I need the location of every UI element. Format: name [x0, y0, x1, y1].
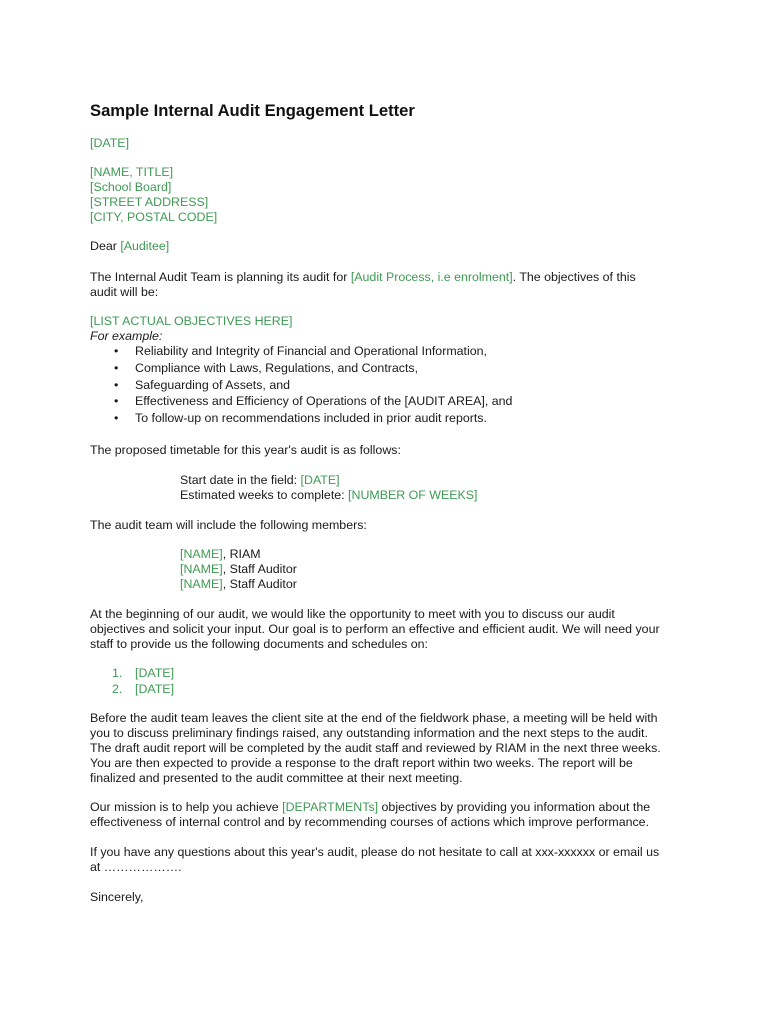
documents-line: objectives and solicit your input. Our goal is to perform an effective and efficient audit. We will need your — [90, 622, 660, 636]
closing-line: you to discuss preliminary findings raised, any outstanding information and the next steps to the audit. — [90, 726, 648, 740]
team-member: [NAME], Staff Auditor — [180, 562, 297, 576]
list-item: • Compliance with Laws, Regulations, and Contracts, — [90, 360, 512, 377]
objectives-list — [90, 343, 512, 427]
list-item: • Effectiveness and Efficiency of Operations of the [AUDIT AREA], and — [90, 393, 512, 410]
recipient-org: [School Board] — [90, 180, 172, 194]
weeks-label: Estimated weeks to complete: — [180, 488, 349, 502]
team-member: [NAME], RIAM — [180, 547, 261, 561]
closing-line: finalized and presented to the audit committee at their next meeting. — [90, 771, 463, 785]
salutation — [90, 239, 169, 254]
questions-paragraph — [90, 845, 659, 875]
salutation-name: [Auditee] — [120, 239, 170, 253]
mission-pre: Our mission is to help you achieve — [90, 800, 283, 814]
objectives-section — [90, 314, 512, 427]
timetable-details — [90, 473, 477, 503]
recipient-city: [CITY, POSTAL CODE] — [90, 210, 218, 224]
documents-line: At the beginning of our audit, we would like the opportunity to meet with you to discuss our audit — [90, 607, 615, 621]
signoff: Sincerely, — [90, 890, 144, 904]
intro-line2: audit will be: — [90, 285, 159, 299]
documents-list — [90, 665, 174, 697]
team-intro: The audit team will include the following members: — [90, 518, 367, 532]
list-item: 1. [DATE] — [112, 666, 175, 680]
example-label: For example: — [90, 329, 163, 343]
weeks-value: [NUMBER OF WEEKS] — [348, 488, 478, 502]
documents-paragraph — [90, 607, 660, 652]
list-item: • To follow-up on recommendations included in prior audit reports. — [90, 410, 512, 427]
letter-date: [DATE] — [90, 136, 130, 150]
salutation-prefix: Dear — [90, 239, 121, 253]
list-item: • Reliability and Integrity of Financial and Operational Information, — [90, 343, 512, 360]
start-label: Start date in the field: — [180, 473, 301, 487]
list-item: • Safeguarding of Assets, and — [90, 377, 512, 394]
intro-pre: The Internal Audit Team is planning its audit for — [90, 270, 351, 284]
recipient-name-title: [NAME, TITLE] — [90, 165, 174, 179]
recipient-street: [STREET ADDRESS] — [90, 195, 209, 209]
intro-process: [Audit Process, i.e enrolment] — [350, 270, 513, 284]
closing-line: You are then expected to provide a response to the draft report within two weeks. The report will be — [90, 756, 633, 770]
recipient-address — [90, 165, 217, 225]
start-value: [DATE] — [300, 473, 340, 487]
mission-paragraph — [90, 800, 650, 830]
closing-line: The draft audit report will be completed by the audit staff and reviewed by RIAM in the next three weeks. — [90, 741, 661, 755]
intro-post: . The objectives of this — [512, 270, 636, 284]
documents-line: staff to provide us the following documents and schedules on: — [90, 637, 428, 651]
team-members — [90, 547, 297, 592]
intro-paragraph — [90, 270, 636, 300]
document-title: Sample Internal Audit Engagement Letter — [90, 101, 415, 120]
questions-line2: at ………………. — [90, 860, 182, 874]
mission-dept: [DEPARTMENTs] — [282, 800, 379, 814]
closing-meeting-paragraph — [90, 711, 661, 786]
closing-line: Before the audit team leaves the client site at the end of the fieldwork phase, a meeting will be held with — [90, 711, 658, 725]
team-member: [NAME], Staff Auditor — [180, 577, 297, 591]
questions-line1: If you have any questions about this year's audit, please do not hesitate to call at xxx-xxxxxx or email us — [90, 845, 660, 859]
timetable-intro: The proposed timetable for this year's audit is as follows: — [90, 443, 401, 457]
objectives-placeholder: [LIST ACTUAL OBJECTIVES HERE] — [90, 314, 293, 328]
mission-post: objectives by providing you information about the — [378, 800, 651, 814]
mission-line2: effectiveness of internal control and by recommending courses of actions which improve performance. — [90, 815, 650, 829]
list-item: 2. [DATE] — [112, 682, 175, 696]
